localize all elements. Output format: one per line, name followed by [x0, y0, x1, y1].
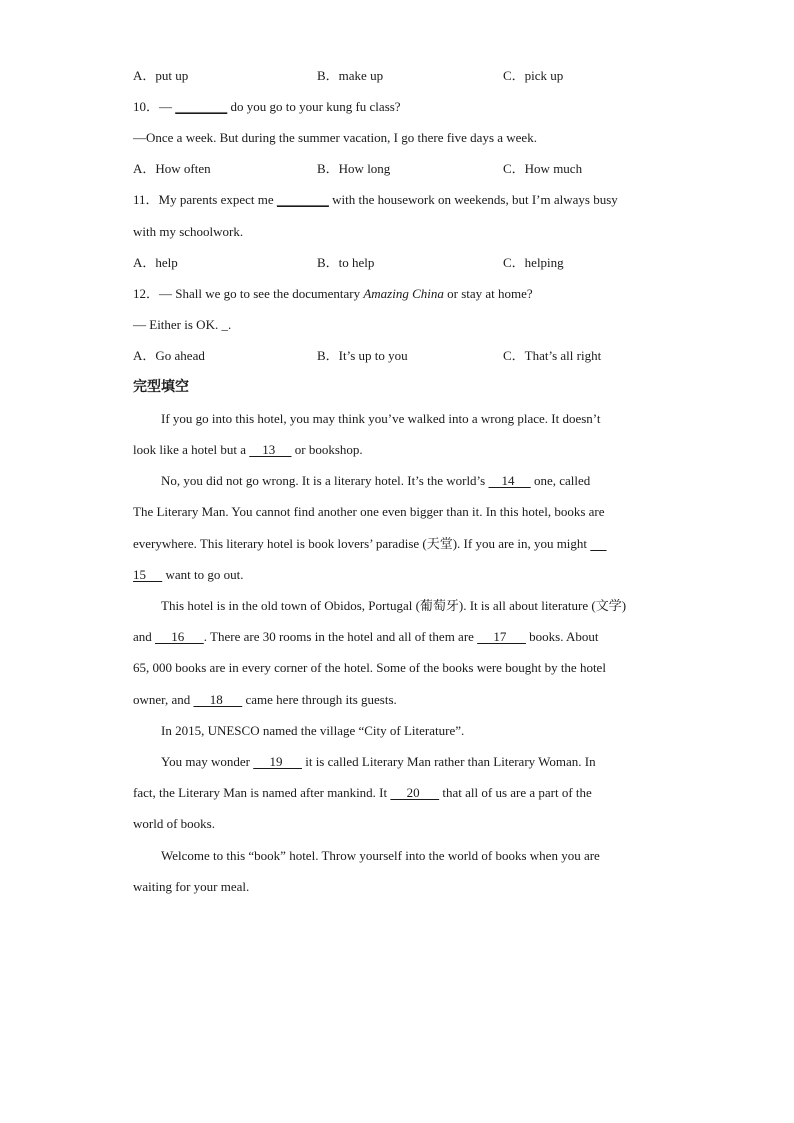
q12-option-c: C．That’s all right [503, 348, 602, 363]
section-title: 完型填空 [133, 379, 189, 395]
q11-option-a: A．help [133, 255, 178, 270]
passage-p5-line1: You may wonder 19 it is called Literary Man rather than Literary Woman. In [161, 754, 596, 769]
passage-p2-line4: 15 want to go out. [133, 567, 244, 582]
q10-question: 10．— ________ do you go to your kung fu class? [133, 99, 401, 114]
q11-option-b: B．to help [317, 255, 375, 270]
q9-option-b: B．make up [317, 68, 384, 83]
passage-p3-line4: owner, and 18 came here through its guests. [133, 692, 397, 707]
blank-19: 19 [253, 754, 302, 769]
q12-documentary-title: Amazing China [363, 286, 444, 301]
q11-blank: ________ [276, 192, 329, 207]
q11-question: 11．My parents expect me ________ with the housework on weekends, but I’m always busy [133, 192, 618, 207]
blank-13: 13 [249, 442, 292, 457]
q10-option-a: A．How often [133, 161, 211, 176]
passage-p2-line2: The Literary Man. You cannot find another one even bigger than it. In this hotel, books are [133, 504, 605, 519]
q11-option-c: C．helping [503, 255, 564, 270]
blank-20: 20 [390, 785, 440, 800]
passage-p2-line3: everywhere. This literary hotel is book lovers’ paradise (天堂). If you are in, you might [133, 536, 607, 552]
q10-option-c: C．How much [503, 161, 583, 176]
blank-15: 15 [133, 567, 163, 582]
q10-blank: ________ [175, 99, 228, 114]
q10-answer-line: —Once a week. But during the summer vacation, I go there five days a week. [133, 130, 537, 145]
passage-p3-line2: and 16 . There are 30 rooms in the hotel and all of them are 17 books. About [133, 629, 599, 644]
passage-p3-line1: This hotel is in the old town of Obidos, Portugal (葡萄牙). It is all about literature (文学) [161, 598, 627, 613]
passage-p1-line2: look like a hotel but a 13 or bookshop. [133, 442, 363, 457]
q12-option-a: A．Go ahead [133, 348, 205, 363]
passage-p5-line2: fact, the Literary Man is named after mankind. It 20 that all of us are a part of the [133, 785, 592, 800]
q11-question-cont: with my schoolwork. [133, 224, 244, 239]
q9-option-c: C．pick up [503, 68, 564, 83]
passage-p6-line2: waiting for your meal. [133, 879, 250, 894]
passage-p1-line1: If you go into this hotel, you may think you’ve walked into a wrong place. It doesn’t [161, 411, 601, 426]
q9-option-a: A．put up [133, 68, 189, 83]
q12-question: 12．— Shall we go to see the documentary Amazing China or stay at home? [133, 286, 533, 301]
q12-answer-line: — Either is OK. _. [133, 317, 232, 332]
blank-15-part1 [590, 536, 606, 551]
blank-18: 18 [193, 692, 243, 707]
passage-p2-line1: No, you did not go wrong. It is a literary hotel. It’s the world’s 14 one, called [161, 473, 591, 488]
q12-option-b: B．It’s up to you [317, 348, 408, 363]
blank-17: 17 [477, 629, 526, 644]
blank-16: 16 [155, 629, 204, 644]
blank-14: 14 [488, 473, 531, 488]
q10-option-b: B．How long [317, 161, 391, 176]
passage-p6-line1: Welcome to this “book” hotel. Throw yourself into the world of books when you are [161, 848, 600, 863]
passage-p4: In 2015, UNESCO named the village “City of Literature”. [161, 723, 465, 738]
passage-p3-line3: 65, 000 books are in every corner of the hotel. Some of the books were bought by the hotel [133, 660, 606, 675]
passage-p5-line3: world of books. [133, 816, 215, 831]
